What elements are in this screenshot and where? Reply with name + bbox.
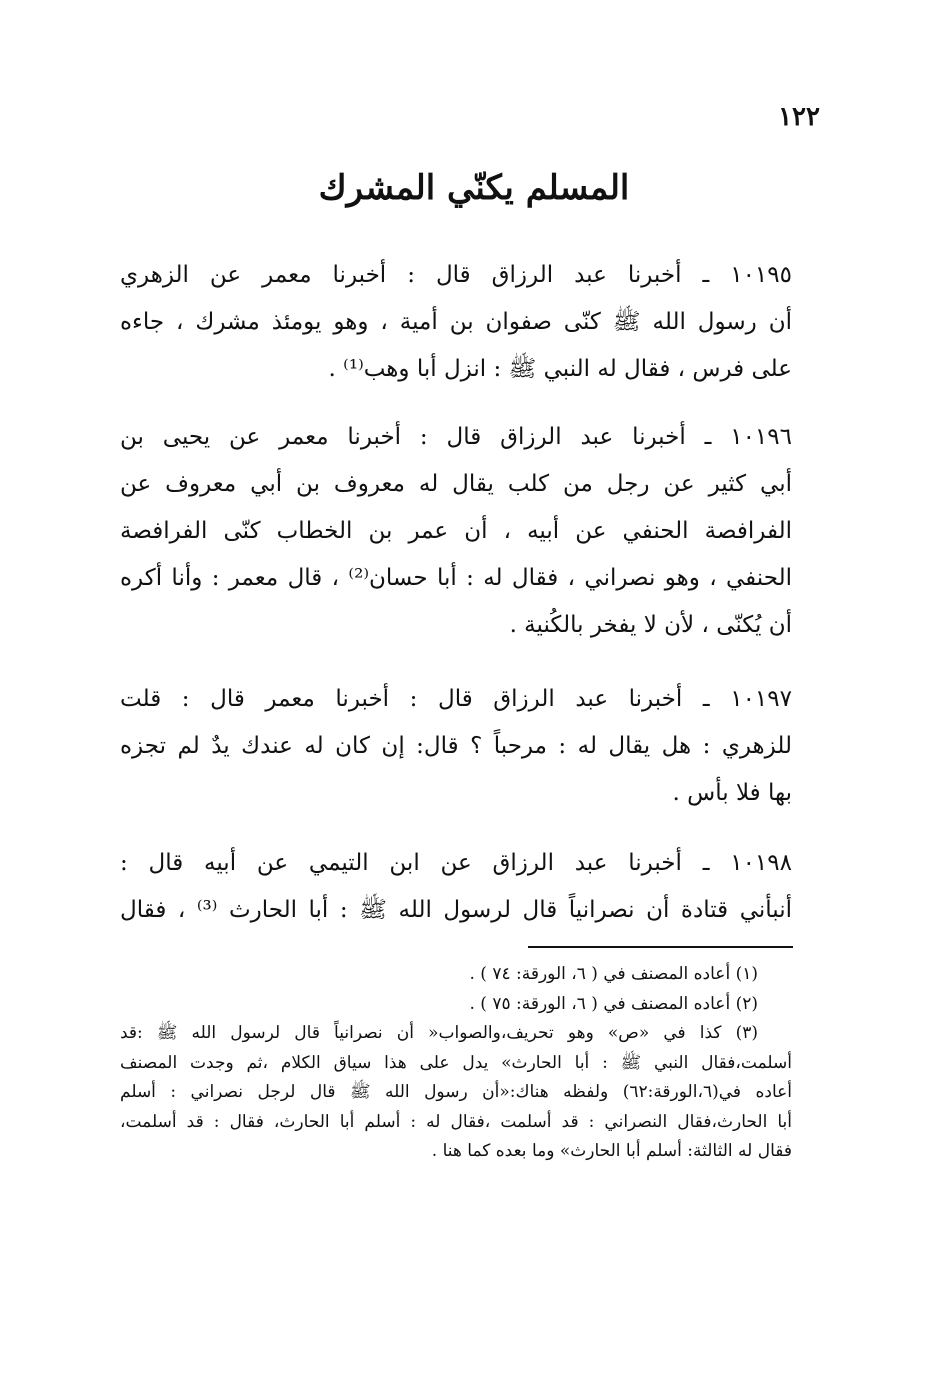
text-line: ١٠١٩٥ ـ أخبرنا عبد الرزاق قال : أخبرنا معمر عن الزهري <box>120 262 792 288</box>
hadith-10196 <box>120 414 792 649</box>
footnote-1: (١) أعاده المصنف في ( ٦، الورقة: ٧٤ ) . <box>469 964 758 984</box>
text-line: أنبأني قتادة أن نصرانياً قال لرسول الله ﷺ : أبا الحارث ⁽³⁾ ، فقال <box>120 897 793 923</box>
footnote-3-continued: أسلمت،فقال النبي ﷺ : أبا الحارث» يدل على هذا سياق الكلام ،ثم وجدت المصنف <box>120 1052 792 1073</box>
footnote-3-continued: أعاده في(٦،الورقة:٦٢) ولفظه هناك:«أن رسول الله ﷺ قال لرجل نصراني : أسلم <box>120 1082 792 1102</box>
footnote-3-continued: فقال له الثالثة: أسلم أبا الحارث» وما بعده كما هنا . <box>431 1141 792 1161</box>
footnote-3-continued: أبا الحارث،فقال النصراني : قد أسلمت ،فقال له : أسلم أبا الحارث، فقال : قد أسلمت، <box>120 1111 792 1132</box>
hadith-10197 <box>120 676 792 817</box>
hadith-10198 <box>120 840 792 934</box>
footnote-2: (٢) أعاده المصنف في ( ٦، الورقة: ٧٥ ) . <box>469 993 758 1014</box>
chapter-title: المسلم يكنّي المشرك <box>318 168 630 208</box>
text-line: الحنفي ، وهو نصراني ، فقال له : أبا حسان⁽²⁾ ، قال معمر : وأنا أكره <box>120 565 792 591</box>
text-line: أن يُكنّى ، لأن لا يفخر بالكُنية . <box>509 612 792 638</box>
text-line: أن رسول الله ﷺ كنّى صفوان بن أمية ، وهو يومئذ مشرك ، جاءه <box>120 309 792 335</box>
text-line: ١٠١٩٦ ـ أخبرنا عبد الرزاق قال : أخبرنا معمر عن يحيى بن <box>120 424 792 450</box>
page-number: ١٢٢ <box>778 102 820 132</box>
text-line: على فرس ، فقال له النبي ﷺ : انزل أبا وهب⁽¹⁾ . <box>328 356 792 382</box>
text-line: ١٠١٩٧ ـ أخبرنا عبد الرزاق قال : أخبرنا معمر قال : قلت <box>120 686 792 712</box>
text-line: للزهري : هل يقال له : مرحباً ؟ قال: إن كان له عندك يدٌ لم تجزه <box>120 733 792 759</box>
footnotes <box>120 960 792 1167</box>
footnote-divider <box>528 946 793 948</box>
hadith-10195 <box>120 252 792 393</box>
text-line: ١٠١٩٨ ـ أخبرنا عبد الرزاق عن ابن التيمي عن أبيه قال : <box>120 850 792 876</box>
text-line: الفرافصة الحنفي عن أبيه ، أن عمر بن الخطاب كنّى الفرافصة <box>120 518 792 544</box>
text-line: بها فلا بأس . <box>672 780 792 806</box>
footnote-3: (٣) كذا في «ص» وهو تحريف،والصواب« أن نصرانياً قال لرسول الله ﷺ :قد <box>120 1023 758 1043</box>
text-line: أبي كثير عن رجل من كلب يقال له معروف بن أبي معروف عن <box>120 471 792 497</box>
